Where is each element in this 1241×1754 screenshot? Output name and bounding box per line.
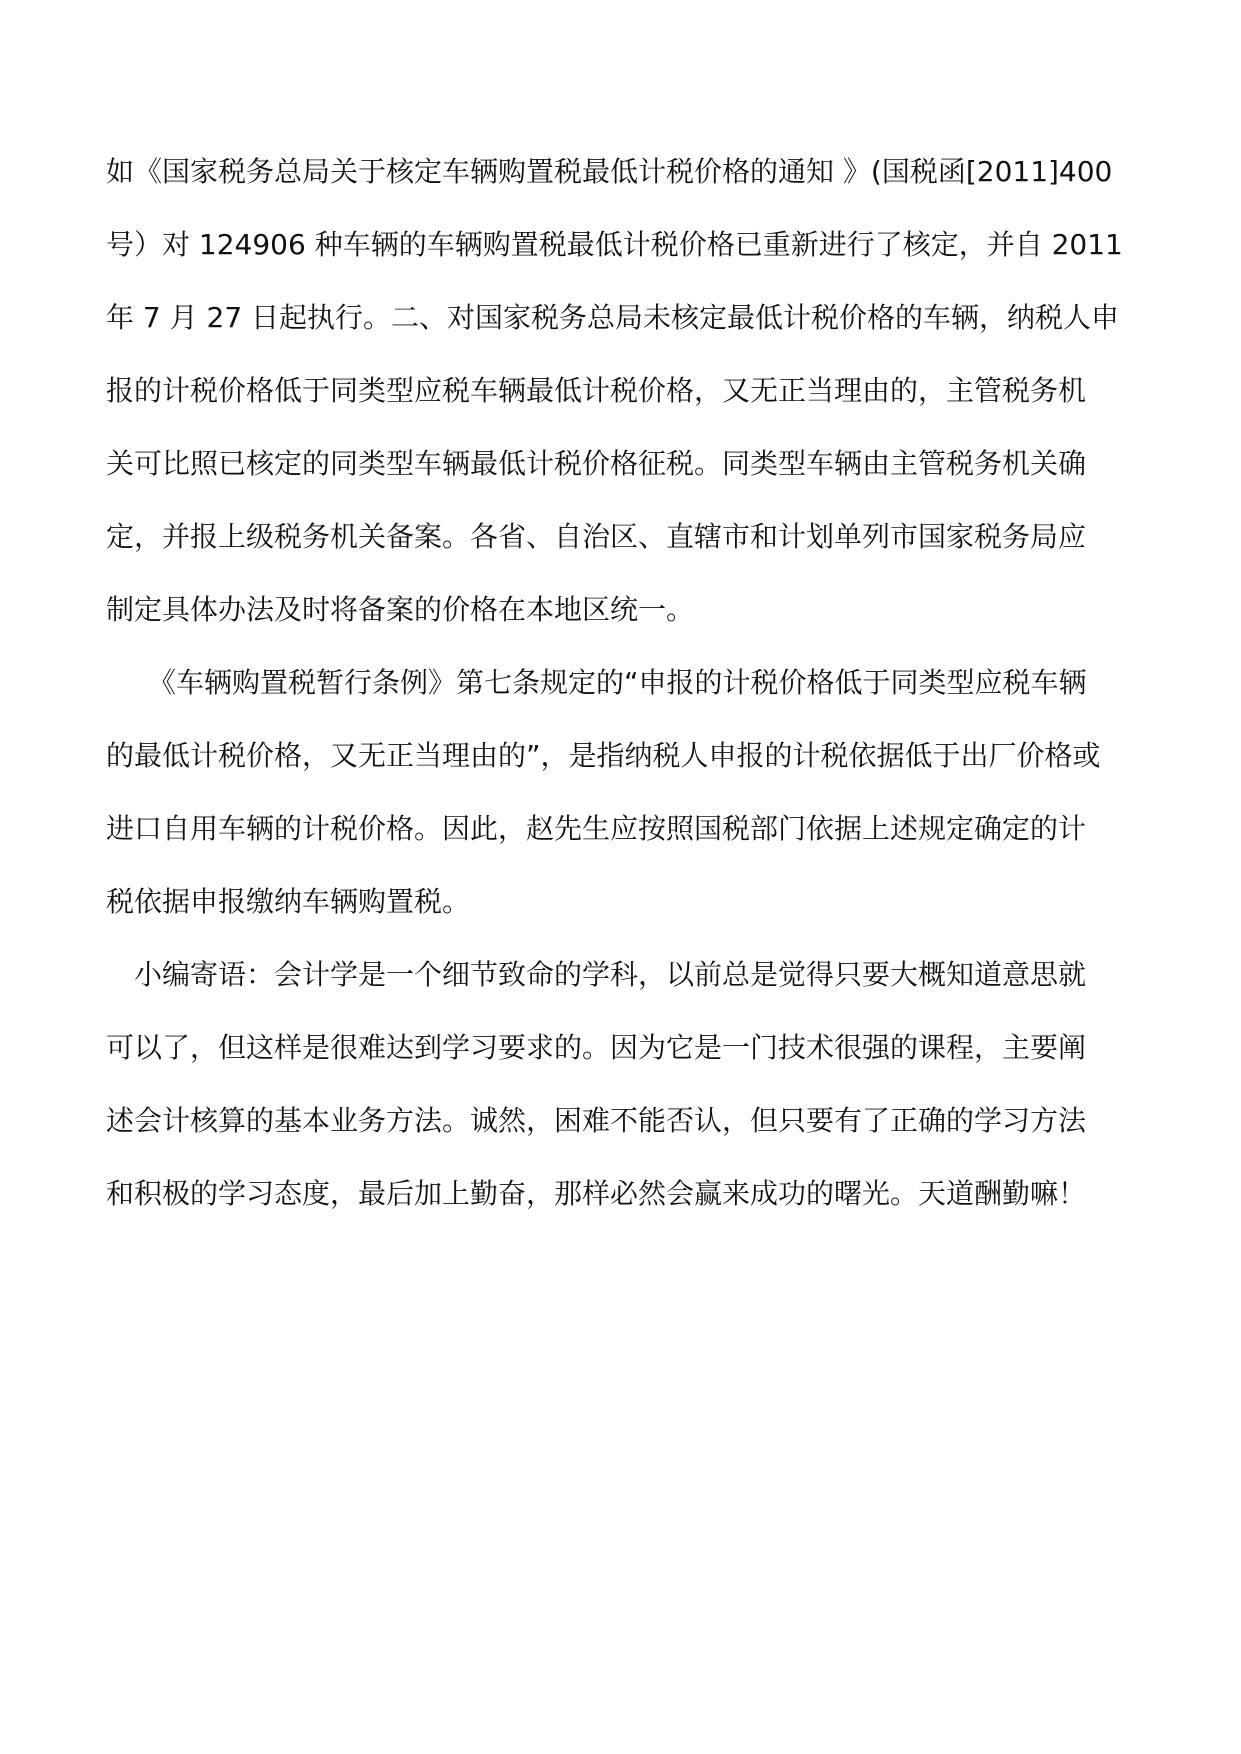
paragraph-line: 税依据申报缴纳车辆购置税。 [106,885,471,918]
paragraph-line: 报的计税价格低于同类型应税车辆最低计税价格，又无正当理由的，主管税务机 [106,374,1087,407]
paragraph-line: 小编寄语：会计学是一个细节致命的学科，以前总是觉得只要大概知道意思就 [134,958,1087,991]
paragraph-line: 如《国家税务总局关于核定车辆购置税最低计税价格的通知 》(国税函[2011]400 [106,155,1113,188]
paragraph-line: 年 7 月 27 日起执行。二、对国家税务总局未核定最低计税价格的车辆，纳税人申 [106,301,1120,334]
paragraph-line: 进口自用车辆的计税价格。因此，赵先生应按照国税部门依据上述规定确定的计 [106,812,1087,845]
paragraph-line: 《车辆购置税暂行条例》第七条规定的“申报的计税价格低于同类型应税车辆 [148,666,1087,699]
paragraph-line: 可以了，但这样是很难达到学习要求的。因为它是一门技术很强的课程，主要阐 [106,1031,1087,1064]
paragraph-line: 关可比照已核定的同类型车辆最低计税价格征税。同类型车辆由主管税务机关确 [106,447,1087,480]
paragraph-line: 制定具体办法及时将备案的价格在本地区统一。 [106,593,695,626]
paragraph-line: 定，并报上级税务机关备案。各省、自治区、直辖市和计划单列市国家税务局应 [106,520,1087,553]
paragraph-line: 号）对 124906 种车辆的车辆购置税最低计税价格已重新进行了核定，并自 2011 [106,228,1123,261]
paragraph-line: 的最低计税价格，又无正当理由的”，是指纳税人申报的计税依据低于出厂价格或 [106,739,1101,772]
paragraph-line: 和积极的学习态度，最后加上勤奋，那样必然会赢来成功的曙光。天道酬勤嘛！ [106,1177,1087,1210]
paragraph-line: 述会计核算的基本业务方法。诚然，困难不能否认，但只要有了正确的学习方法 [106,1104,1087,1137]
